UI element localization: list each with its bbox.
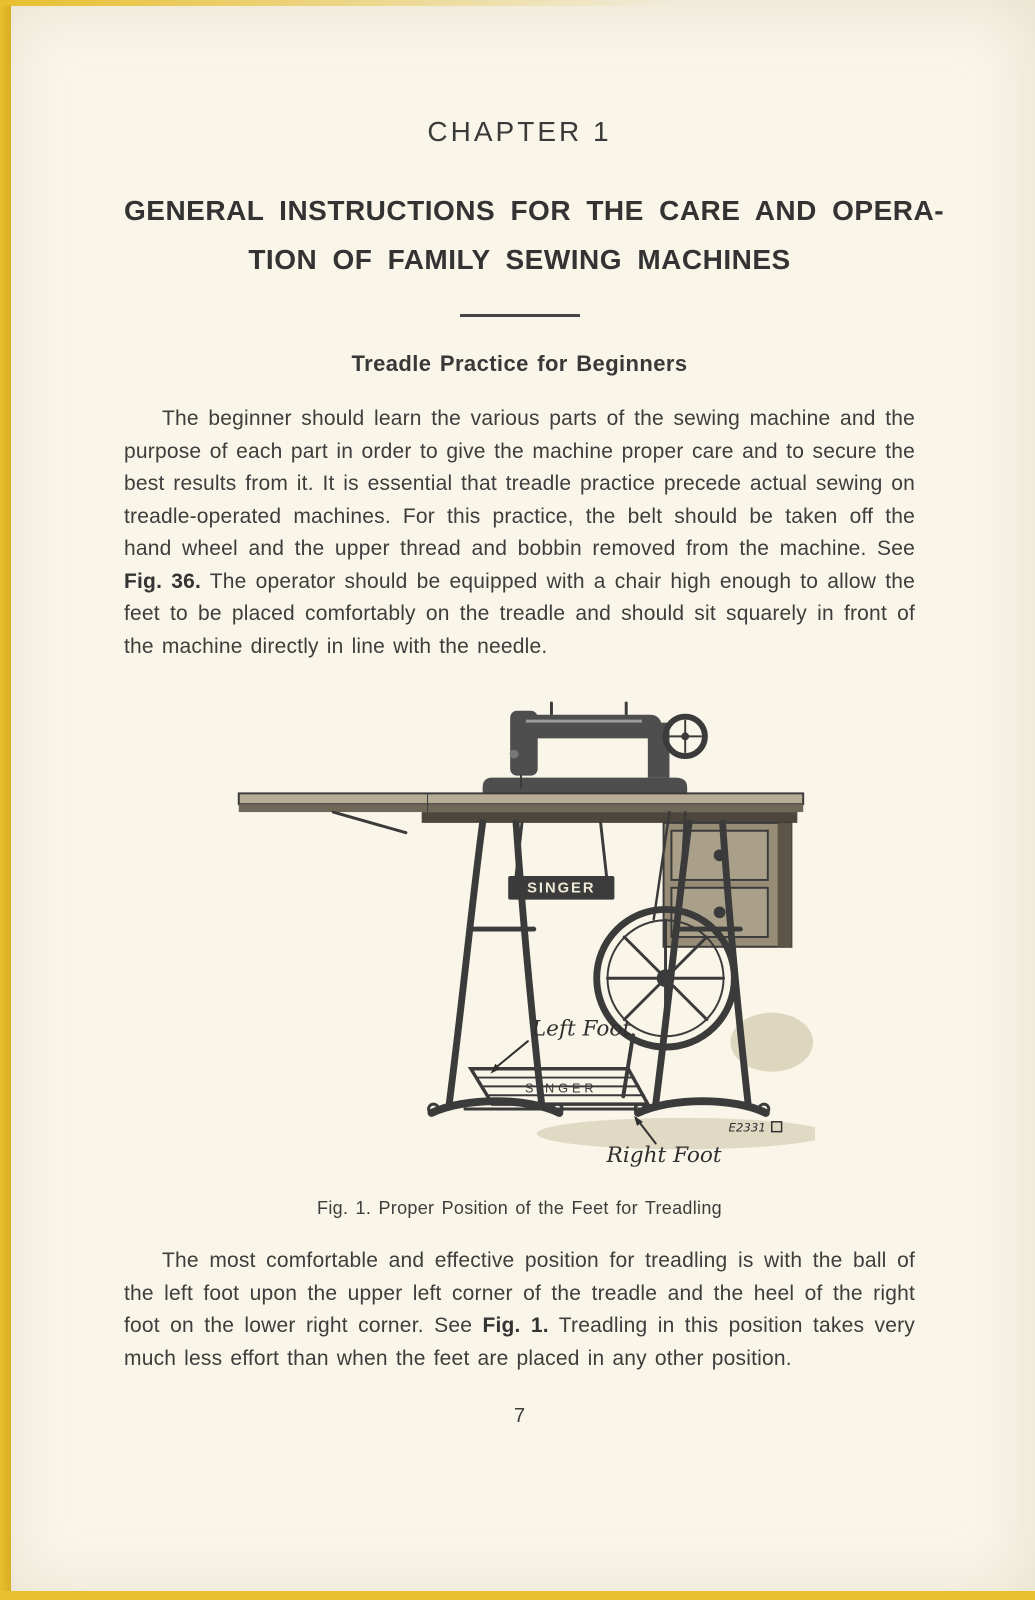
plate-code-label: E2331: [727, 1120, 766, 1135]
page-number: 7: [513, 1405, 526, 1427]
paragraph-2-text-before: The most comfortable and effective position for treadling is with the ball of the left foot upon the upper left corner of the treadle and the heel of the right foot on the lower right corner. See: [124, 1249, 915, 1337]
figure-1: [124, 683, 915, 1219]
left-foot-arrow: [494, 1041, 527, 1069]
brand-plate-text: SINGER: [526, 880, 595, 897]
divider-rule: [460, 314, 580, 317]
paragraph-2-text-after: Treadling in this position takes very much less effort than when the feet are placed in any other position.: [124, 1314, 915, 1370]
page-title: [124, 186, 945, 284]
paragraph-1-text-before: The beginner should learn the various parts of the sewing machine and the purpose of each part in order to give the machine proper care and to secure the best results from it. It is essential that treadle practice precede actual sewing on treadle-operated machines. For this practice, the belt should be taken off the hand wheel and the upper thread and bobbin removed from the machine. See: [124, 407, 915, 560]
drawer-lower-knob: [713, 906, 725, 918]
chapter-heading: CHAPTER 1: [427, 116, 612, 147]
page-title-line-2: TION OF FAMILY SEWING MACHINES: [248, 244, 791, 275]
page-edge-left: [0, 0, 11, 1600]
section-heading: Treadle Practice for Beginners: [351, 351, 688, 376]
paragraph-1-figure-reference: Fig. 36.: [124, 569, 201, 593]
page-title-line-1: GENERAL INSTRUCTIONS FOR THE CARE AND OPERA-: [124, 195, 945, 226]
paragraph-2-figure-reference: Fig. 1.: [482, 1314, 549, 1337]
right-foot-label: Right Foot: [606, 1143, 722, 1169]
figure-caption: Fig. 1. Proper Position of the Feet for Treadling: [317, 1198, 722, 1218]
page-edge-bottom: [0, 1591, 1035, 1600]
leaf-brace: [333, 812, 406, 833]
paragraph-1: [124, 403, 915, 663]
treadle-brand-text: SINGER: [524, 1080, 598, 1096]
machine-head: [482, 703, 704, 795]
left-foot-label: Left Foot: [531, 1016, 631, 1042]
paragraph-2: [124, 1245, 915, 1375]
paragraph-1-text-after: The operator should be equipped with a chair high enough to allow the feet to be placed comfortably on the treadle and should sit squarely in front of the machine directly in line with the needle.: [124, 569, 915, 658]
treadle-machine-illustration: [225, 683, 815, 1185]
page-edge-top: [0, 0, 673, 6]
